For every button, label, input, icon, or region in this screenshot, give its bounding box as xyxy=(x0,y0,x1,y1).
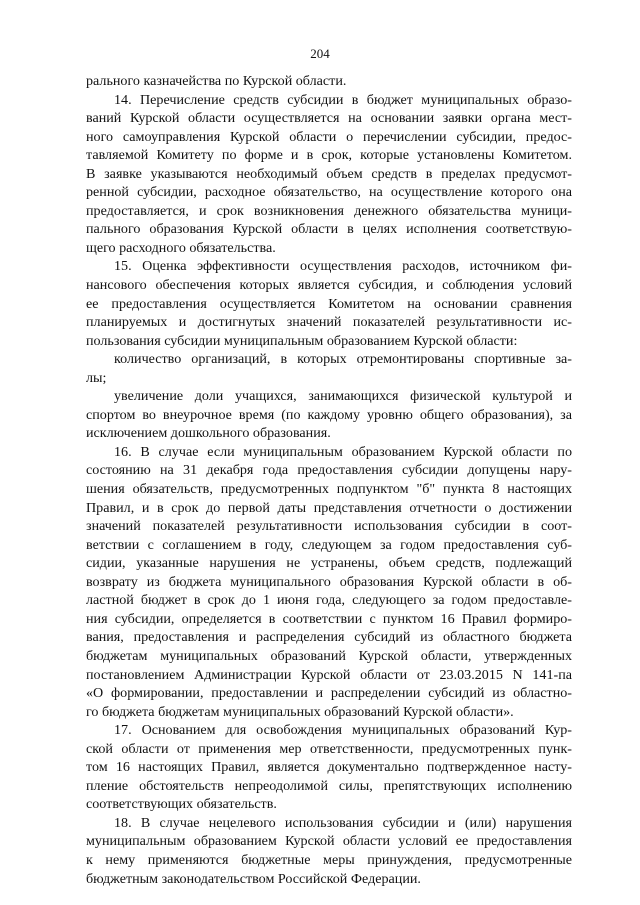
text-line: бюджетам муниципальных образований Курской области, утвержденных xyxy=(86,647,572,664)
text-line: состоянию на 31 декабря года предоставления субсидии допущены нару- xyxy=(86,462,572,479)
text-line: нансового обеспечения которых является субсидия, и соблюдения условий xyxy=(86,277,572,294)
text-line: «О формировании, предоставлении и распределении субсидий из областно- xyxy=(86,685,572,702)
text-line: предоставляется, и срок возникновения денежного обязательства муници- xyxy=(86,202,572,219)
text-line: к нему применяются бюджетные меры принуждения, предусмотренные xyxy=(86,851,572,868)
paragraph-14-start: 14. Перечисление средств субсидии в бюджет муниципальных образо- xyxy=(114,91,572,108)
text-line: спортом во внеурочное время (по каждому уровню общего образования), за xyxy=(86,406,572,423)
text-line: соответствующих обязательств. xyxy=(86,796,277,813)
paragraph-18-start: 18. В случае нецелевого использования субсидии и (или) нарушения xyxy=(114,814,572,831)
text-line: ской области от применения мер ответственности, предусмотренных пунк- xyxy=(86,740,572,757)
text-line: вания, предоставления и распределения субсидий из областного бюджета xyxy=(86,629,572,646)
text-line: сидии, указанные нарушения не устранены, объем средств, подлежащий xyxy=(86,555,572,572)
text-line: ваний Курской области осуществляется на основании заявки органа мест- xyxy=(86,110,572,127)
text-line: возврату из бюджета муниципального образования Курской области в об- xyxy=(86,573,572,590)
text-line: ее предоставления осуществляется Комитетом на основании сравнения xyxy=(86,295,572,312)
text-line: ренной субсидии, расходное обязательство, на осуществление которого она xyxy=(86,184,572,201)
text-line: муниципальным образованием Курской области условий ее предоставления xyxy=(86,833,572,850)
text-line: пального образования Курской области в целях исполнения соответствую- xyxy=(86,221,572,238)
text-line: Правил, и в срок до первой даты представления отчетности о достижении xyxy=(86,499,572,516)
text-line: планируемых и достигнутых значений показателей результативности ис- xyxy=(86,314,572,331)
paragraph-16-start: 16. В случае если муниципальным образованием Курской области по xyxy=(114,443,572,460)
text-line: исключением дошкольного образования. xyxy=(86,425,331,442)
paragraph-15-start: 15. Оценка эффективности осуществления расходов, источником фи- xyxy=(114,258,572,275)
text-line: том 16 настоящих Правил, является документально подтвержденное насту- xyxy=(86,759,572,776)
list-item-start: количество организаций, в которых отремонтированы спортивные за- xyxy=(114,351,572,368)
text-line: пользования субсидии муниципальным образованием Курской области: xyxy=(86,332,518,349)
list-item-start: увеличение доли учащихся, занимающихся физической культурой и xyxy=(114,388,572,405)
text-line: щего расходного обязательства. xyxy=(86,239,276,256)
text-line: ветствии с соглашением в году, следующем за годом предоставления суб- xyxy=(86,536,572,553)
text-line: тавляемой Комитету по форме и в срок, которые установлены Комитетом. xyxy=(86,147,572,164)
text-line: постановлением Администрации Курской области от 23.03.2015 N 141-па xyxy=(86,666,572,683)
text-line: пление обстоятельств непреодолимой силы, препятствующих исполнению xyxy=(86,777,572,794)
text-line: ного самоуправления Курской области о перечислении субсидии, предос- xyxy=(86,128,572,145)
paragraph-17-start: 17. Основанием для освобождения муниципальных образований Кур- xyxy=(114,722,572,739)
text-line: го бюджета бюджетам муниципальных образований Курской области». xyxy=(86,703,514,720)
document-body xyxy=(86,72,572,888)
text-line: рального казначейства по Курской области. xyxy=(86,73,347,89)
text-line: шения обязательств, предусмотренных подпунктом "б" пункта 8 настоящих xyxy=(86,481,572,498)
text-line: значений показателей результативности использования субсидии в соот- xyxy=(86,518,572,535)
text-line: бюджетным законодательством Российской Федерации. xyxy=(86,870,421,887)
text-line: ластной бюджет в срок до 1 июня года, следующего за годом предоставле- xyxy=(86,592,572,609)
text-line: ния субсидии, определяется в соответствии с пунктом 16 Правил формиро- xyxy=(86,610,572,627)
text-line: лы; xyxy=(86,369,107,386)
page-number: 204 xyxy=(310,46,330,61)
text-line: В заявке указываются необходимый объем средств в пределах предусмот- xyxy=(86,165,572,182)
